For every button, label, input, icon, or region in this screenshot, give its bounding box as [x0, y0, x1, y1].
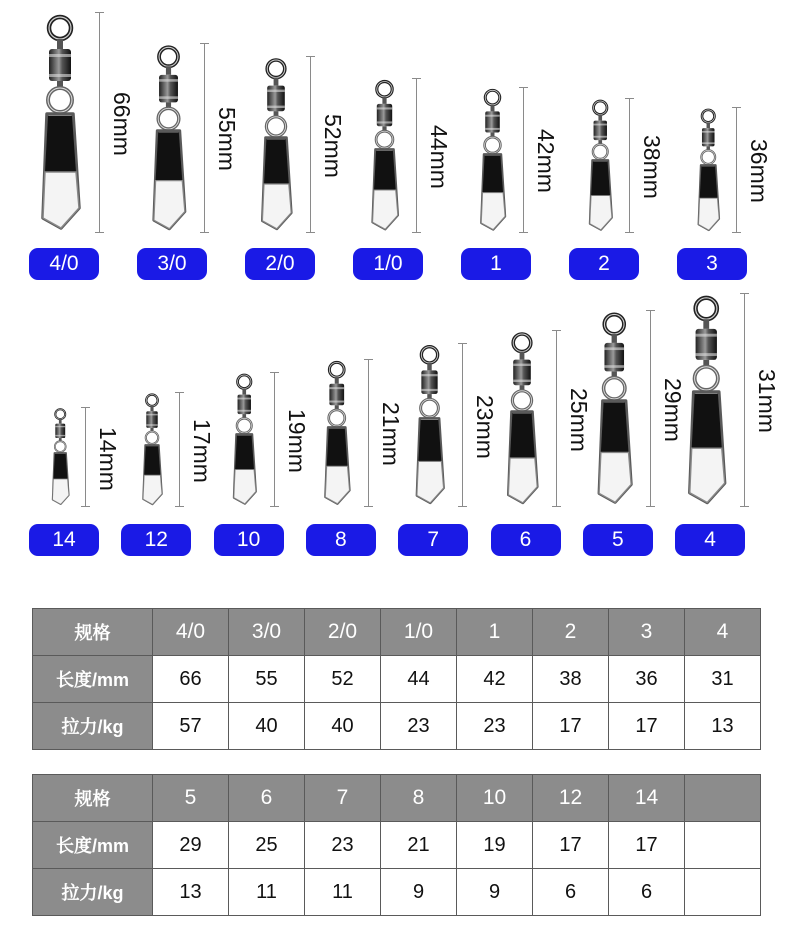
length-label: 21mm [377, 402, 404, 467]
dimension-tick [306, 56, 315, 57]
size-cell: 10 [457, 775, 533, 822]
length-cell: 25 [229, 822, 305, 869]
spec-table-1 [32, 608, 761, 750]
strength-cell: 6 [609, 869, 685, 916]
dimension-tick [95, 12, 104, 13]
dimension-line [274, 372, 275, 506]
table-row-size [33, 775, 761, 822]
swivel-snap-icon [502, 330, 542, 506]
length-cell: 17 [533, 822, 609, 869]
swivel-snap-icon [35, 12, 85, 232]
strength-cell: 9 [381, 869, 457, 916]
dimension-tick [732, 107, 741, 108]
size-cell: 14 [609, 775, 685, 822]
strength-header: 拉力/kg [33, 703, 153, 750]
dimension-line [368, 359, 369, 506]
size-cell: 2/0 [305, 609, 381, 656]
swivel-snap-icon [694, 107, 723, 232]
dimension-tick [81, 506, 90, 507]
length-label: 31mm [754, 369, 781, 434]
size-cell: 7 [305, 775, 381, 822]
size-badge: 2 [569, 248, 639, 280]
dimension-tick [270, 506, 279, 507]
length-label: 42mm [532, 129, 559, 194]
size-cell: 5 [153, 775, 229, 822]
size-badge: 8 [306, 524, 376, 556]
length-cell: 44 [381, 656, 457, 703]
length-label: 19mm [283, 408, 310, 473]
length-cell: 19 [457, 822, 533, 869]
strength-header: 拉力/kg [33, 869, 153, 916]
size-badge: 4 [675, 524, 745, 556]
product-3-0 [132, 0, 240, 290]
product-1-0 [348, 0, 452, 290]
product-row-small [0, 308, 790, 570]
size-badge: 1/0 [353, 248, 423, 280]
product-12 [116, 308, 216, 570]
product-4-0 [24, 0, 135, 290]
dimension-tick [81, 407, 90, 408]
dimension-line [85, 407, 86, 506]
strength-cell: 11 [229, 869, 305, 916]
length-label: 14mm [95, 426, 122, 491]
product-row-large [0, 0, 790, 290]
strength-cell: 17 [609, 703, 685, 750]
dimension-line [310, 56, 311, 232]
dimension-tick [625, 98, 634, 99]
strength-cell: 11 [305, 869, 381, 916]
dimension-tick [306, 232, 315, 233]
strength-cell: 13 [685, 703, 761, 750]
size-badge: 14 [29, 524, 99, 556]
dimension-tick [458, 506, 467, 507]
dimension-line [204, 43, 205, 232]
product-7 [393, 308, 498, 570]
strength-cell: 23 [457, 703, 533, 750]
size-cell: 8 [381, 775, 457, 822]
length-label: 66mm [109, 92, 135, 156]
dimension-tick [175, 392, 184, 393]
dimension-line [736, 107, 737, 232]
swivel-snap-icon [682, 293, 731, 506]
swivel-snap-icon [49, 407, 72, 506]
product-8 [301, 308, 404, 570]
size-badge: 6 [491, 524, 561, 556]
dimension-tick [200, 43, 209, 44]
length-cell: 42 [457, 656, 533, 703]
swivel-snap-icon [256, 56, 296, 232]
size-cell: 1 [457, 609, 533, 656]
size-header: 规格 [33, 775, 153, 822]
swivel-snap-icon [592, 310, 637, 506]
dimension-tick [625, 232, 634, 233]
table-row-length [33, 822, 761, 869]
dimension-line [556, 330, 557, 506]
product-14 [24, 308, 122, 570]
swivel-snap-icon [147, 43, 190, 232]
spec-table-2 [32, 774, 761, 916]
product-2 [564, 0, 666, 290]
product-2-0 [240, 0, 346, 290]
size-badge: 7 [398, 524, 468, 556]
dimension-line [650, 310, 651, 506]
product-10 [209, 308, 310, 570]
dimension-line [179, 392, 180, 506]
size-badge: 2/0 [245, 248, 315, 280]
length-cell: 55 [229, 656, 305, 703]
dimension-tick [519, 232, 528, 233]
length-cell: 29 [153, 822, 229, 869]
size-cell: 12 [533, 775, 609, 822]
size-badge: 3/0 [137, 248, 207, 280]
size-badge: 1 [461, 248, 531, 280]
length-label: 44mm [425, 125, 452, 189]
size-cell: 4 [685, 609, 761, 656]
strength-cell: 40 [229, 703, 305, 750]
dimension-tick [200, 232, 209, 233]
length-label: 23mm [471, 394, 498, 459]
length-header: 长度/mm [33, 822, 153, 869]
length-cell: 36 [609, 656, 685, 703]
swivel-snap-icon [229, 372, 260, 506]
length-label: 17mm [189, 418, 216, 483]
size-cell: 4/0 [153, 609, 229, 656]
length-label: 29mm [660, 378, 687, 442]
dimension-tick [412, 232, 421, 233]
strength-cell: 9 [457, 869, 533, 916]
dimension-tick [519, 87, 528, 88]
length-header: 长度/mm [33, 656, 153, 703]
dimension-tick [732, 232, 741, 233]
swivel-snap-icon [367, 78, 402, 232]
table-row-size [33, 609, 761, 656]
dimension-tick [552, 506, 561, 507]
strength-cell: 57 [153, 703, 229, 750]
size-cell: 2 [533, 609, 609, 656]
length-cell: 31 [685, 656, 761, 703]
product-4 [670, 308, 781, 570]
size-badge: 12 [121, 524, 191, 556]
dimension-line [629, 98, 630, 232]
dimension-line [416, 78, 417, 232]
dimension-tick [95, 232, 104, 233]
dimension-tick [175, 506, 184, 507]
swivel-snap-icon [320, 359, 354, 506]
dimension-tick [552, 330, 561, 331]
product-3 [672, 0, 773, 290]
dimension-tick [646, 310, 655, 311]
length-cell [685, 822, 761, 869]
size-badge: 10 [214, 524, 284, 556]
size-badge: 4/0 [29, 248, 99, 280]
strength-cell: 40 [305, 703, 381, 750]
size-cell: 3/0 [229, 609, 305, 656]
length-label: 52mm [320, 114, 346, 178]
length-cell: 66 [153, 656, 229, 703]
dimension-line [99, 12, 100, 232]
dimension-tick [364, 359, 373, 360]
dimension-tick [458, 343, 467, 344]
size-cell: 3 [609, 609, 685, 656]
swivel-snap-icon [411, 343, 448, 506]
strength-cell: 17 [533, 703, 609, 750]
table-row-length [33, 656, 761, 703]
dimension-line [744, 293, 745, 506]
length-cell: 38 [533, 656, 609, 703]
strength-cell: 6 [533, 869, 609, 916]
dimension-tick [646, 506, 655, 507]
length-label: 55mm [213, 107, 240, 172]
product-1 [456, 0, 559, 290]
dimension-tick [412, 78, 421, 79]
dimension-tick [270, 372, 279, 373]
dimension-tick [740, 293, 749, 294]
length-cell: 21 [381, 822, 457, 869]
size-badge: 3 [677, 248, 747, 280]
size-header: 规格 [33, 609, 153, 656]
swivel-snap-icon [585, 98, 616, 232]
length-cell: 17 [609, 822, 685, 869]
swivel-snap-icon [476, 87, 509, 232]
length-cell: 23 [305, 822, 381, 869]
length-cell: 52 [305, 656, 381, 703]
size-cell: 6 [229, 775, 305, 822]
table-row-strength [33, 869, 761, 916]
swivel-snap-icon [139, 392, 165, 506]
dimension-tick [740, 506, 749, 507]
table-row-strength [33, 703, 761, 750]
strength-cell: 13 [153, 869, 229, 916]
dimension-tick [364, 506, 373, 507]
product-5 [578, 308, 687, 570]
dimension-line [523, 87, 524, 232]
size-badge: 5 [583, 524, 653, 556]
strength-cell: 23 [381, 703, 457, 750]
size-cell [685, 775, 761, 822]
dimension-line [462, 343, 463, 506]
length-label: 36mm [746, 139, 773, 204]
length-label: 38mm [639, 134, 666, 199]
product-6 [486, 308, 592, 570]
size-cell: 1/0 [381, 609, 457, 656]
strength-cell [685, 869, 761, 916]
length-label: 25mm [565, 388, 592, 452]
